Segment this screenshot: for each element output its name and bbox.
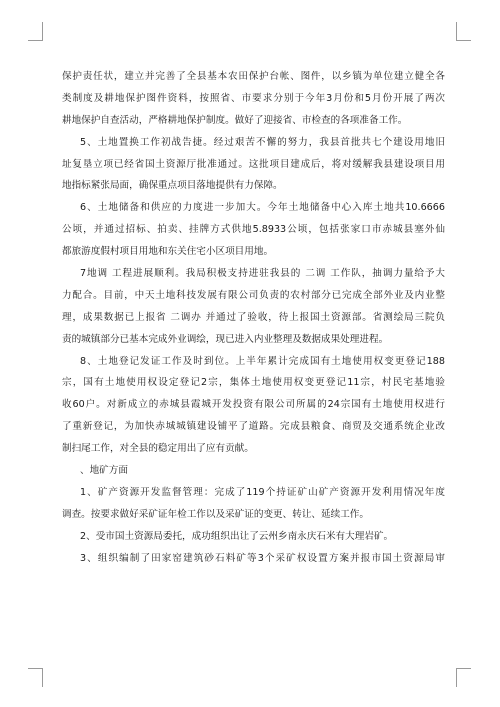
text-line: 耕地保护自查活动，严格耕地保护制度。做好了迎接省、市检查的各项准备工作。 — [62, 114, 408, 126]
crop-mark-top-right — [456, 22, 471, 41]
text-line: 保护责任状，建立并完善了全县基本农田保护台帐、图件，以乡镇为单位建立健全各 — [62, 71, 445, 82]
crop-mark-top-left — [28, 22, 43, 41]
text-line: 地指标紧张局面，确保重点项目落地提供有力保障。 — [62, 180, 283, 192]
document-body — [62, 66, 445, 569]
text-line: 理，成果数据已上报省 二调办 并通过了验收，待上报国土资源部。省测绘局三院负 — [62, 311, 445, 323]
text-line: 都旅游度假村项目用地和东关住宅小区项目用地。 — [62, 246, 274, 258]
text-line: 7地调 工程进展顺利。我局积极支持进驻我县的 二调 工作队，抽调力量给予大 — [80, 268, 445, 280]
text-line: 2、受市国土资源局委托，成功组织出让了云州乡南永庆石米有大理岩矿。 — [80, 530, 394, 542]
text-line: 类制度及耕地保护图件资料，按照省、市要求分别于今年3月份和5月份开展了两次 — [62, 92, 445, 104]
text-line: 收60户。对新成立的赤城县霞城开发投资有限公司所属的24宗国有土地使用权进行 — [62, 399, 445, 411]
text-line: 8、土地登记发证工作及时到位。上半年累计完成国有土地使用权变更登记188 — [80, 355, 445, 367]
crop-mark-bottom-left — [28, 668, 43, 687]
text-line: 制扫尾工作，对全县的稳定用出了应有贡献。 — [62, 443, 254, 455]
text-line: 责的城镇部分已基本完成外业调绘，现已进入内业整理及数据成果处理进程。 — [62, 333, 389, 345]
text-line: 了重新登记，为加快赤城城镇建设铺平了道路。完成县粮食、商贸及交通系统企业改 — [62, 421, 445, 433]
text-line: 力配合。目前，中天土地科技发展有限公司负责的农村部分已完成全部外业及内业整 — [62, 289, 445, 301]
text-line: 宗，国有土地使用权设定登记2宗，集体土地使用权变更登记11宗，村民宅基地验 — [62, 377, 445, 389]
text-line: 、地矿方面 — [80, 465, 128, 477]
text-line: 5、土地置换工作初战告捷。经过艰苦不懈的努力，我县首批共七个建设用地旧 — [80, 136, 445, 148]
text-line: 调查。按要求做好采矿证年检工作以及采矿证的变更、转让、延续工作。 — [62, 508, 369, 520]
crop-mark-bottom-right — [456, 668, 471, 687]
text-line: 1、矿产资源开发监督管理：完成了119个持证矿山矿产资源开发利用情况年度 — [80, 486, 445, 498]
text-line: 公顷，并通过招标、拍卖、挂牌方式供地5.8933公顷，包括张家口市赤城县塞外仙 — [62, 224, 445, 236]
text-line: 6、土地储备和供应的力度进一步加大。今年土地储备中心入库土地共10.6666 — [80, 202, 445, 214]
text-line: 3、组织编制了田家窑建筑砂石料矿等3个采矿权设置方案并报市国土资源局审 — [80, 552, 445, 564]
text-line: 址复垦立项已经省国土资源厅批准通过。这批项目建成后，将对缓解我县建设项目用 — [62, 158, 445, 170]
